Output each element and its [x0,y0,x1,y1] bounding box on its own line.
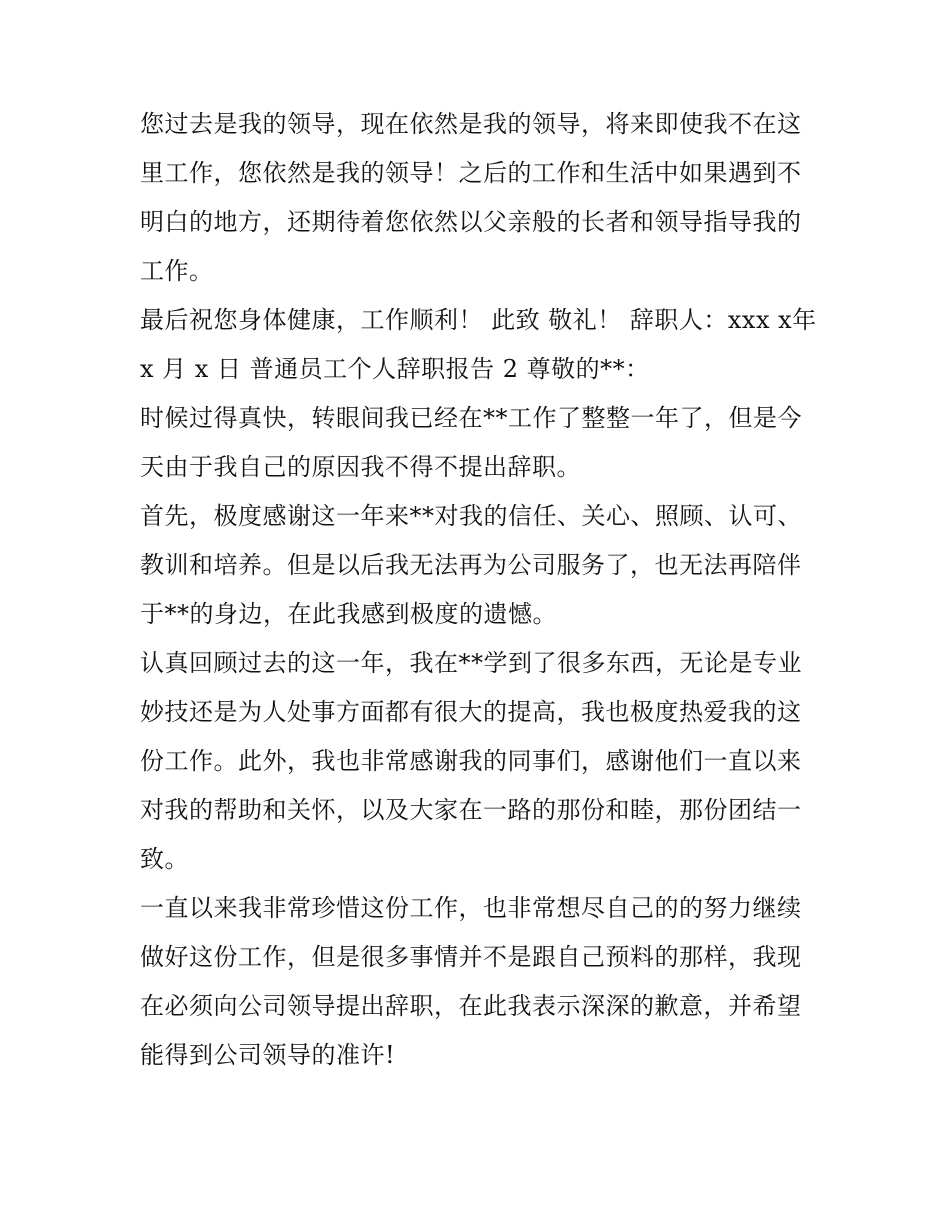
paragraph-6: 一直以来我非常珍惜这份工作，也非常想尽自己的的努力继续做好这份工作，但是很多事情并不是跟自己预料的那样，我现在必须向公司领导提出辞职，在此我表示深深的歉意，并希望能得到公司领导的准许! [140,894,802,1069]
document-body [140,100,820,1080]
paragraph-3: 时候过得真快，转眼间我已经在**工作了整整一年了，但是今天由于我自己的原因我不得不提出辞职。 [140,404,802,481]
paragraph-4: 首先，极度感谢这一年来**对我的信任、关心、照顾、认可、教训和培养。但是以后我无法再为公司服务了，也无法再陪伴于**的身边，在此我感到极度的遗憾。 [140,502,802,628]
paragraph-1: 您过去是我的领导，现在依然是我的领导，将来即使我不在这里工作，您依然是我的领导！之后的工作和生活中如果遇到不明白的地方，还期待着您依然以父亲般的长者和领导指导我的工作。 [140,110,802,285]
paragraph-5: 认真回顾过去的这一年，我在**学到了很多东西，无论是专业妙技还是为人处事方面都有很大的提高，我也极度热爱我的这份工作。此外，我也非常感谢我的同事们，感谢他们一直以来对我的帮助和关怀，以及大家在一路的那份和睦，那份团结一致。 [140,649,802,873]
paragraph-2: 最后祝您身体健康，工作顺利！ 此致 敬礼！ 辞职人：xxx x年 x 月 x 日 普通员工个人辞职报告 2 尊敬的**： [140,306,817,383]
